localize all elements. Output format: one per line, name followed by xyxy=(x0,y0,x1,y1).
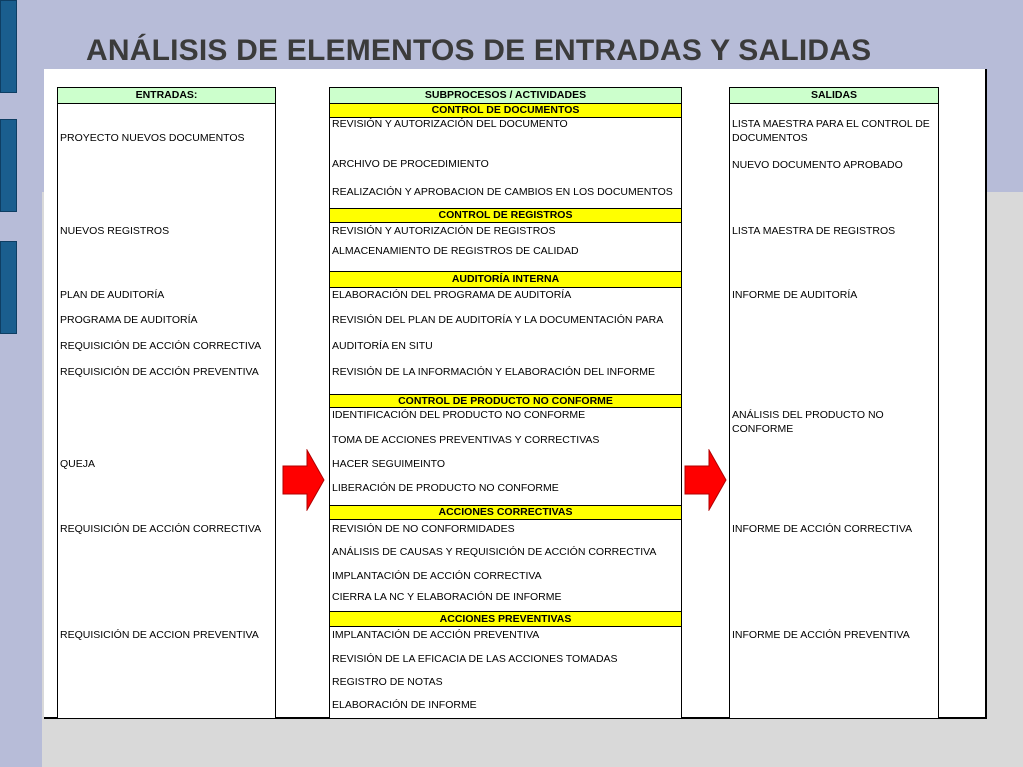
actividad-item: REVISIÓN DE LA EFICACIA DE LAS ACCIONES TOMADAS xyxy=(332,653,618,665)
section-acciones-correctivas: ACCIONES CORRECTIVAS xyxy=(329,505,682,520)
salida-item: LISTA MAESTRA PARA EL CONTROL DE DOCUMENTOS xyxy=(732,118,930,144)
entrada-item: REQUISICIÓN DE ACCIÓN PREVENTIVA xyxy=(60,366,259,378)
section-auditoria-interna: AUDITORÍA INTERNA xyxy=(329,271,682,288)
salidas-column xyxy=(729,87,939,719)
side-tab-3[interactable] xyxy=(0,241,17,334)
page-title: ANÁLISIS DE ELEMENTOS DE ENTRADAS Y SALIDAS xyxy=(86,34,872,67)
section-producto-no-conforme: CONTROL DE PRODUCTO NO CONFORME xyxy=(329,394,682,408)
entradas-column xyxy=(57,87,276,719)
actividad-item: REVISIÓN DEL PLAN DE AUDITORÍA Y LA DOCUMENTACIÓN PARA xyxy=(332,314,664,326)
actividad-item: REGISTRO DE NOTAS xyxy=(332,676,443,688)
entrada-item: REQUISICIÓN DE ACCION PREVENTIVA xyxy=(60,629,259,641)
actividad-item: AUDITORÍA EN SITU xyxy=(332,340,433,352)
actividad-item: ELABORACIÓN DEL PROGRAMA DE AUDITORÍA xyxy=(332,289,572,301)
actividad-item: ARCHIVO DE PROCEDIMIENTO xyxy=(332,158,489,170)
entradas-header: ENTRADAS: xyxy=(57,87,276,104)
salida-item: LISTA MAESTRA DE REGISTROS xyxy=(732,225,896,237)
actividad-item: REVISIÓN Y AUTORIZACIÓN DEL DOCUMENTO xyxy=(332,118,568,130)
section-acciones-preventivas: ACCIONES PREVENTIVAS xyxy=(329,611,682,627)
actividad-item: IDENTIFICACIÓN DEL PRODUCTO NO CONFORME xyxy=(332,409,586,421)
actividad-item: ALMACENAMIENTO DE REGISTROS DE CALIDAD xyxy=(332,245,579,257)
actividad-item: CIERRA LA NC Y ELABORACIÓN DE INFORME xyxy=(332,591,562,603)
actividad-item: REVISIÓN DE NO CONFORMIDADES xyxy=(332,523,515,535)
salida-item: INFORME DE ACCIÓN CORRECTIVA xyxy=(732,523,913,535)
section-control-documentos: CONTROL DE DOCUMENTOS xyxy=(329,103,682,118)
actividad-item: REALIZACIÓN Y APROBACION DE CAMBIOS EN LOS DOCUMENTOS xyxy=(332,186,673,198)
section-control-registros: CONTROL DE REGISTROS xyxy=(329,208,682,223)
actividad-item: IMPLANTACIÓN DE ACCIÓN PREVENTIVA xyxy=(332,629,540,641)
salida-item: INFORME DE ACCIÓN PREVENTIVA xyxy=(732,629,910,641)
actividad-item: REVISIÓN Y AUTORIZACIÓN DE REGISTROS xyxy=(332,225,556,237)
actividad-item: HACER SEGUIMEINTO xyxy=(332,458,445,470)
side-tab-2[interactable] xyxy=(0,119,17,212)
actividad-item: IMPLANTACIÓN DE ACCIÓN CORRECTIVA xyxy=(332,570,542,582)
entrada-item: PROYECTO NUEVOS DOCUMENTOS xyxy=(60,132,245,144)
actividad-item: LIBERACIÓN DE PRODUCTO NO CONFORME xyxy=(332,482,559,494)
entrada-item: REQUISICIÓN DE ACCIÓN CORRECTIVA xyxy=(60,523,262,535)
arrow-right-icon xyxy=(282,449,326,511)
entrada-item: PLAN DE AUDITORÍA xyxy=(60,289,165,301)
arrow-right-icon xyxy=(684,449,728,511)
subprocesos-header: SUBPROCESOS / ACTIVIDADES xyxy=(329,87,682,104)
entrada-item: REQUISICIÓN DE ACCIÓN CORRECTIVA xyxy=(60,340,262,352)
entrada-item: PROGRAMA DE AUDITORÍA xyxy=(60,314,198,326)
salidas-header: SALIDAS xyxy=(729,87,939,104)
salida-item: NUEVO DOCUMENTO APROBADO xyxy=(732,159,903,171)
actividad-item: TOMA DE ACCIONES PREVENTIVAS Y CORRECTIVAS xyxy=(332,434,600,446)
entrada-item: NUEVOS REGISTROS xyxy=(60,225,170,237)
side-tab-1[interactable] xyxy=(0,0,17,93)
actividad-item: ELABORACIÓN DE INFORME xyxy=(332,699,477,711)
entrada-item: QUEJA xyxy=(60,458,96,470)
left-strip xyxy=(0,0,42,767)
salida-item: INFORME DE AUDITORÍA xyxy=(732,289,858,301)
salida-item: ANÁLISIS DEL PRODUCTO NO CONFORME xyxy=(732,409,884,435)
actividad-item: REVISIÓN DE LA INFORMACIÓN Y ELABORACIÓN DEL INFORME xyxy=(332,366,656,378)
actividad-item: ANÁLISIS DE CAUSAS Y REQUISICIÓN DE ACCIÓN CORRECTIVA xyxy=(332,546,657,558)
